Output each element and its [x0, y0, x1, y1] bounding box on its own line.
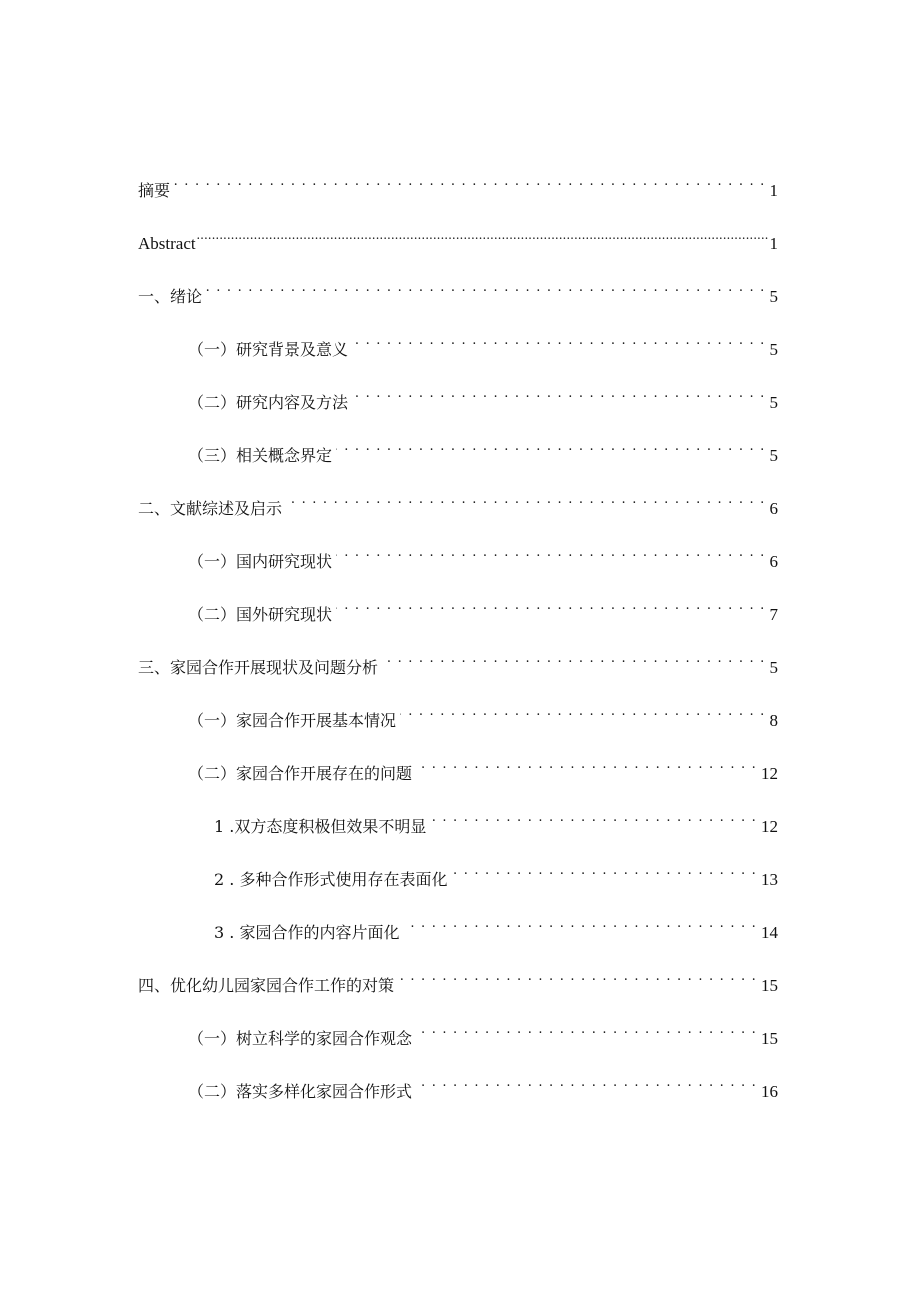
toc-page-number: 15 [761, 1029, 778, 1048]
toc-entry-chapter-2[interactable] [138, 486, 778, 539]
toc-dot-leader [206, 274, 765, 302]
toc-dot-leader [286, 486, 765, 514]
toc-page-number: 12 [761, 817, 778, 836]
toc-entry-subsection-3-2-3[interactable] [138, 910, 778, 963]
toc-dot-leader [196, 221, 769, 249]
toc-page-number: 5 [769, 287, 778, 306]
toc-entry-title: 二、文献综述及启示 [138, 499, 283, 518]
toc-page-number: 8 [769, 711, 778, 730]
toc-entry-chapter-4[interactable] [138, 963, 778, 1016]
toc-entry-title: 三、家园合作开展现状及问题分析 [138, 658, 379, 677]
toc-entry-title: （二）落实多样化家园合作形式 [188, 1082, 413, 1101]
toc-entry-title: 1 .双方态度积极但效果不明显 [214, 817, 427, 836]
toc-page-number: 15 [761, 976, 778, 995]
toc-entry-title: Abstract [138, 234, 196, 253]
toc-dot-leader [416, 1016, 757, 1044]
toc-entry-abstract-cn[interactable] [138, 168, 778, 221]
toc-dot-leader [430, 804, 757, 832]
toc-page-number: 6 [769, 499, 778, 518]
toc-page-number: 14 [761, 923, 778, 942]
toc-page-number: 5 [769, 446, 778, 465]
toc-entry-title: 一、绪论 [138, 287, 203, 306]
toc-dot-leader [352, 327, 765, 355]
toc-entry-section-2-1[interactable] [138, 539, 778, 592]
toc-entry-title: 2 . 多种合作形式使用存在表面化 [214, 870, 448, 889]
toc-page-number: 13 [761, 870, 778, 889]
toc-entry-chapter-3[interactable] [138, 645, 778, 698]
toc-dot-leader [398, 963, 757, 991]
toc-page-number: 5 [769, 393, 778, 412]
toc-page-number: 5 [769, 340, 778, 359]
toc-entry-title: （二）国外研究现状 [188, 605, 333, 624]
table-of-contents [138, 168, 778, 1122]
toc-entry-title: （一）国内研究现状 [188, 552, 333, 571]
toc-entry-title: 3 . 家园合作的内容片面化 [214, 923, 400, 942]
toc-entry-title: （二）研究内容及方法 [188, 393, 349, 412]
toc-dot-leader [451, 857, 757, 885]
toc-page-number: 7 [769, 605, 778, 624]
toc-dot-leader [174, 168, 765, 196]
toc-entry-title: （三）相关概念界定 [188, 446, 333, 465]
toc-dot-leader [336, 539, 765, 567]
toc-entry-title: 摘要 [138, 181, 171, 200]
toc-entry-section-4-2[interactable] [138, 1069, 778, 1122]
toc-dot-leader [336, 592, 765, 620]
toc-entry-section-1-1[interactable] [138, 327, 778, 380]
toc-dot-leader [352, 380, 765, 408]
toc-entry-title: （一）树立科学的家园合作观念 [188, 1029, 413, 1048]
toc-entry-section-2-2[interactable] [138, 592, 778, 645]
toc-entry-section-3-1[interactable] [138, 698, 778, 751]
toc-entry-subsection-3-2-2[interactable] [138, 857, 778, 910]
toc-page-number: 1 [769, 234, 778, 253]
toc-page-number: 16 [761, 1082, 778, 1101]
toc-dot-leader [382, 645, 765, 673]
toc-page-number: 1 [769, 181, 778, 200]
toc-page-number: 12 [761, 764, 778, 783]
toc-entry-title: （二）家园合作开展存在的问题 [188, 764, 413, 783]
toc-entry-abstract-en[interactable] [138, 221, 778, 274]
toc-entry-title: （一）研究背景及意义 [188, 340, 349, 359]
toc-page-number: 5 [769, 658, 778, 677]
toc-dot-leader [403, 910, 757, 938]
toc-dot-leader [416, 1069, 757, 1097]
toc-entry-section-1-2[interactable] [138, 380, 778, 433]
toc-dot-leader [336, 433, 765, 461]
toc-entry-chapter-1[interactable] [138, 274, 778, 327]
toc-entry-section-4-1[interactable] [138, 1016, 778, 1069]
toc-entry-title: 四、优化幼儿园家园合作工作的对策 [138, 976, 395, 995]
toc-page-number: 6 [769, 552, 778, 571]
toc-entry-title: （一）家园合作开展基本情况 [188, 711, 397, 730]
toc-dot-leader [400, 698, 765, 726]
toc-entry-section-3-2[interactable] [138, 751, 778, 804]
toc-dot-leader [416, 751, 757, 779]
toc-entry-subsection-3-2-1[interactable] [138, 804, 778, 857]
toc-entry-section-1-3[interactable] [138, 433, 778, 486]
